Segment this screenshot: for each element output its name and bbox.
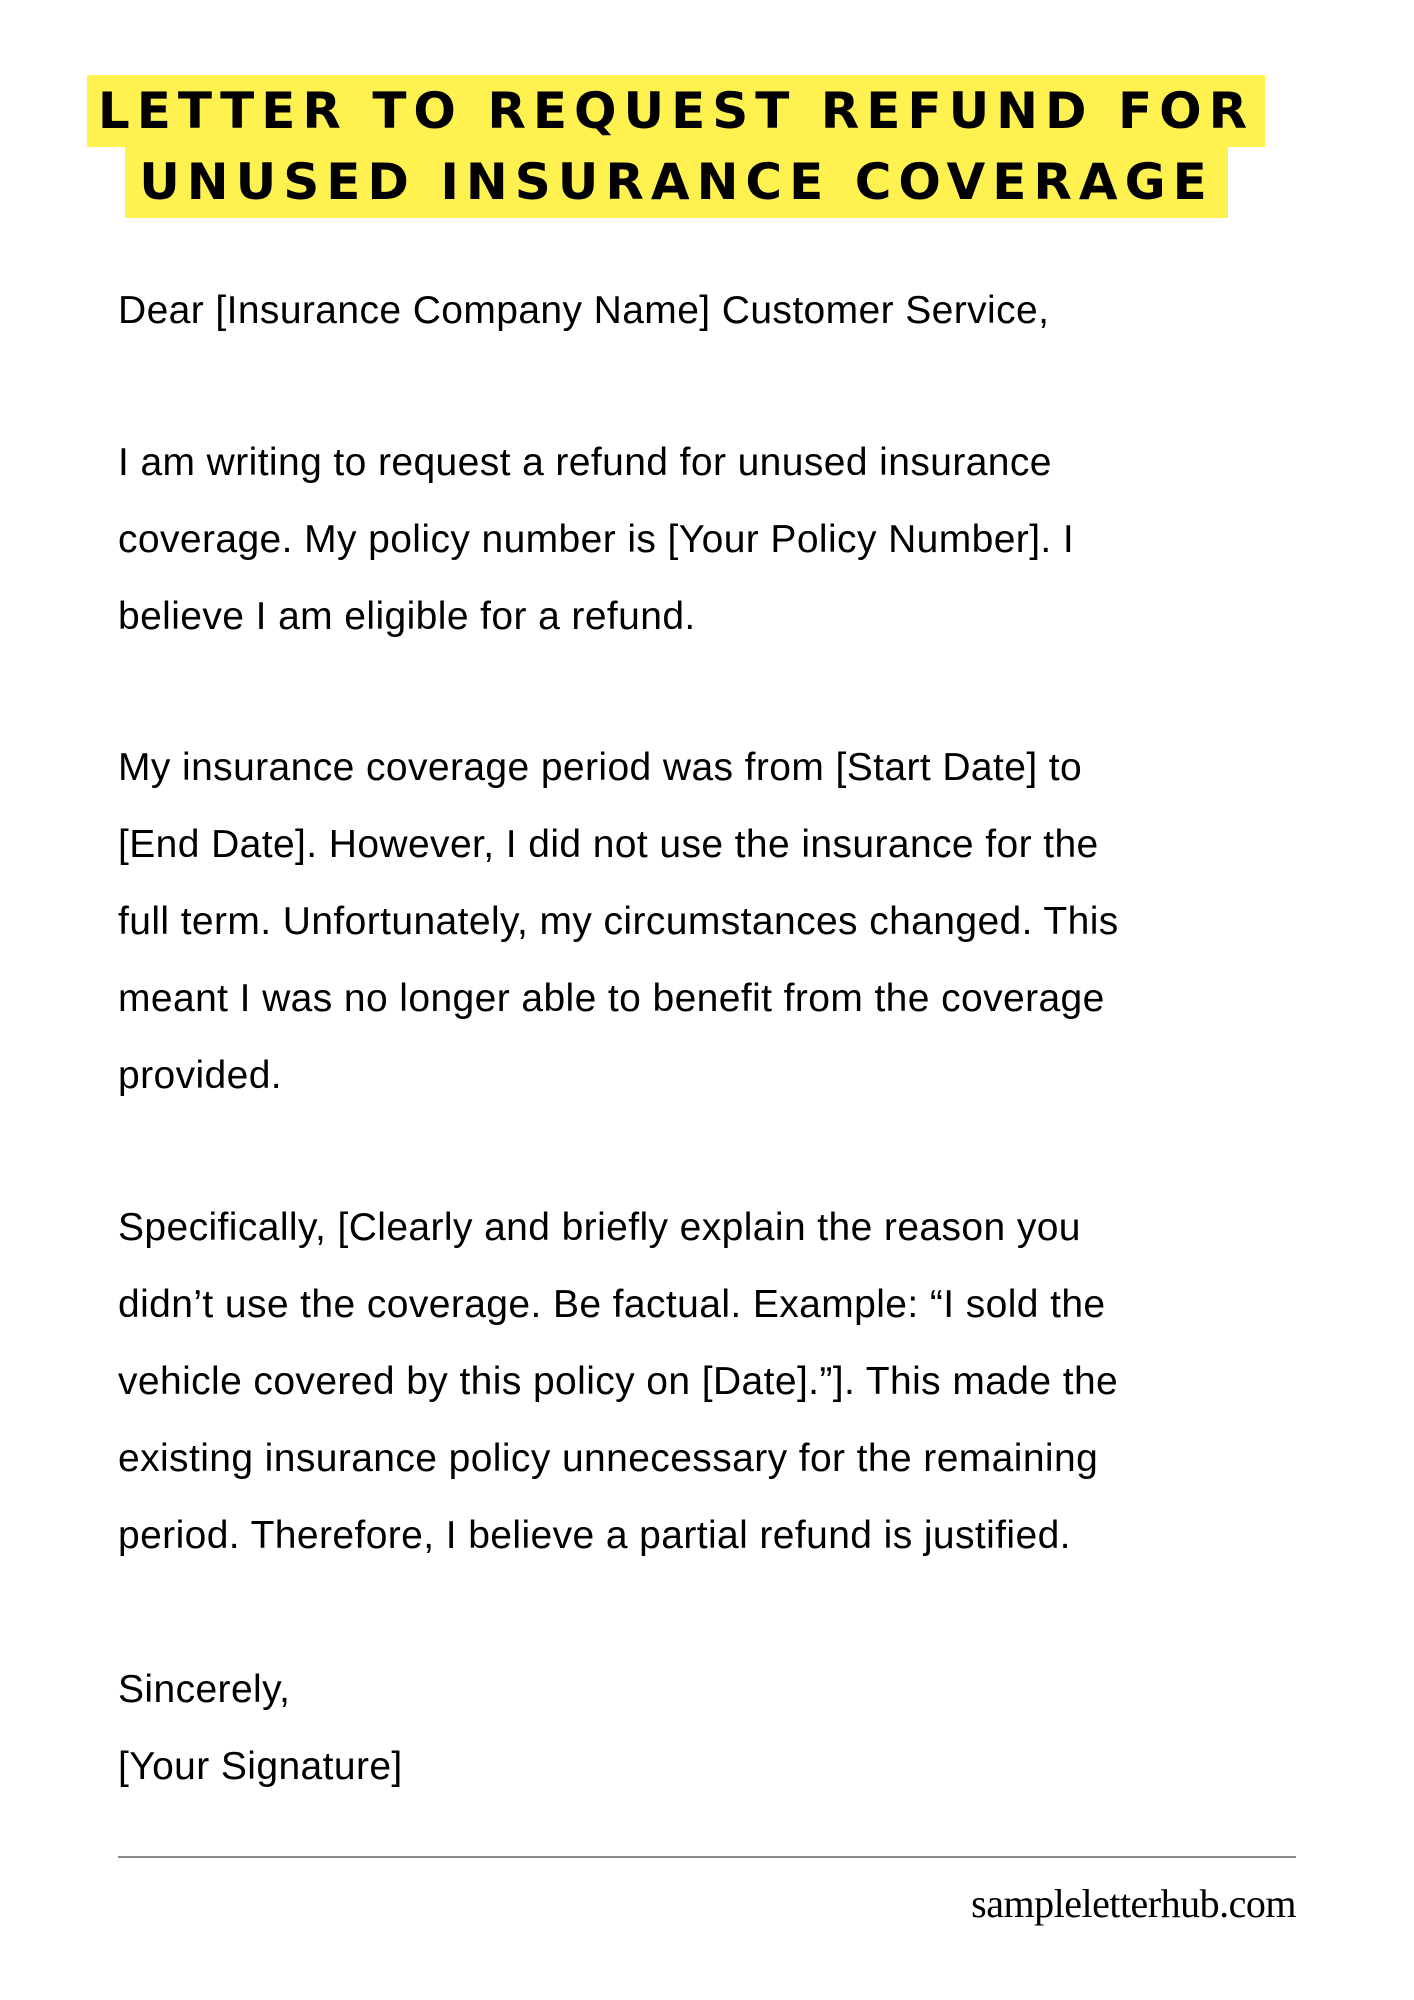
- footer-site-name: sampleletterhub.com: [971, 1881, 1296, 1926]
- paragraph-line: vehicle covered by this policy on [Date].”]. This made the: [118, 1360, 1119, 1403]
- paragraph-line: believe I am eligible for a refund.: [118, 595, 696, 638]
- paragraph-line: [End Date]. However, I did not use the insurance for the: [118, 823, 1099, 866]
- paragraph-line: My insurance coverage period was from [Start Date] to: [118, 746, 1083, 789]
- closing: Sincerely,: [118, 1668, 291, 1711]
- paragraph-line: period. Therefore, I believe a partial refund is justified.: [118, 1514, 1071, 1557]
- paragraph-line: didn’t use the coverage. Be factual. Example: “I sold the: [118, 1283, 1106, 1326]
- paragraph-line: full term. Unfortunately, my circumstances changed. This: [118, 900, 1119, 943]
- paragraph-line: meant I was no longer able to benefit from the coverage: [118, 977, 1105, 1020]
- paragraph-line: coverage. My policy number is [Your Policy Number]. I: [118, 518, 1075, 561]
- page-title-line-1: LETTER TO REQUEST REFUND FOR: [87, 75, 1265, 147]
- paragraph-line: I am writing to request a refund for unused insurance: [118, 441, 1052, 484]
- footer-divider: [118, 1856, 1296, 1858]
- paragraph-line: Specifically, [Clearly and briefly explain the reason you: [118, 1206, 1081, 1249]
- salutation: Dear [Insurance Company Name] Customer Service,: [118, 289, 1050, 332]
- page-title-line-2: UNUSED INSURANCE COVERAGE: [125, 146, 1228, 218]
- paragraph-line: existing insurance policy unnecessary for the remaining: [118, 1437, 1099, 1480]
- paragraph-line: provided.: [118, 1054, 283, 1097]
- signature-placeholder: [Your Signature]: [118, 1745, 403, 1788]
